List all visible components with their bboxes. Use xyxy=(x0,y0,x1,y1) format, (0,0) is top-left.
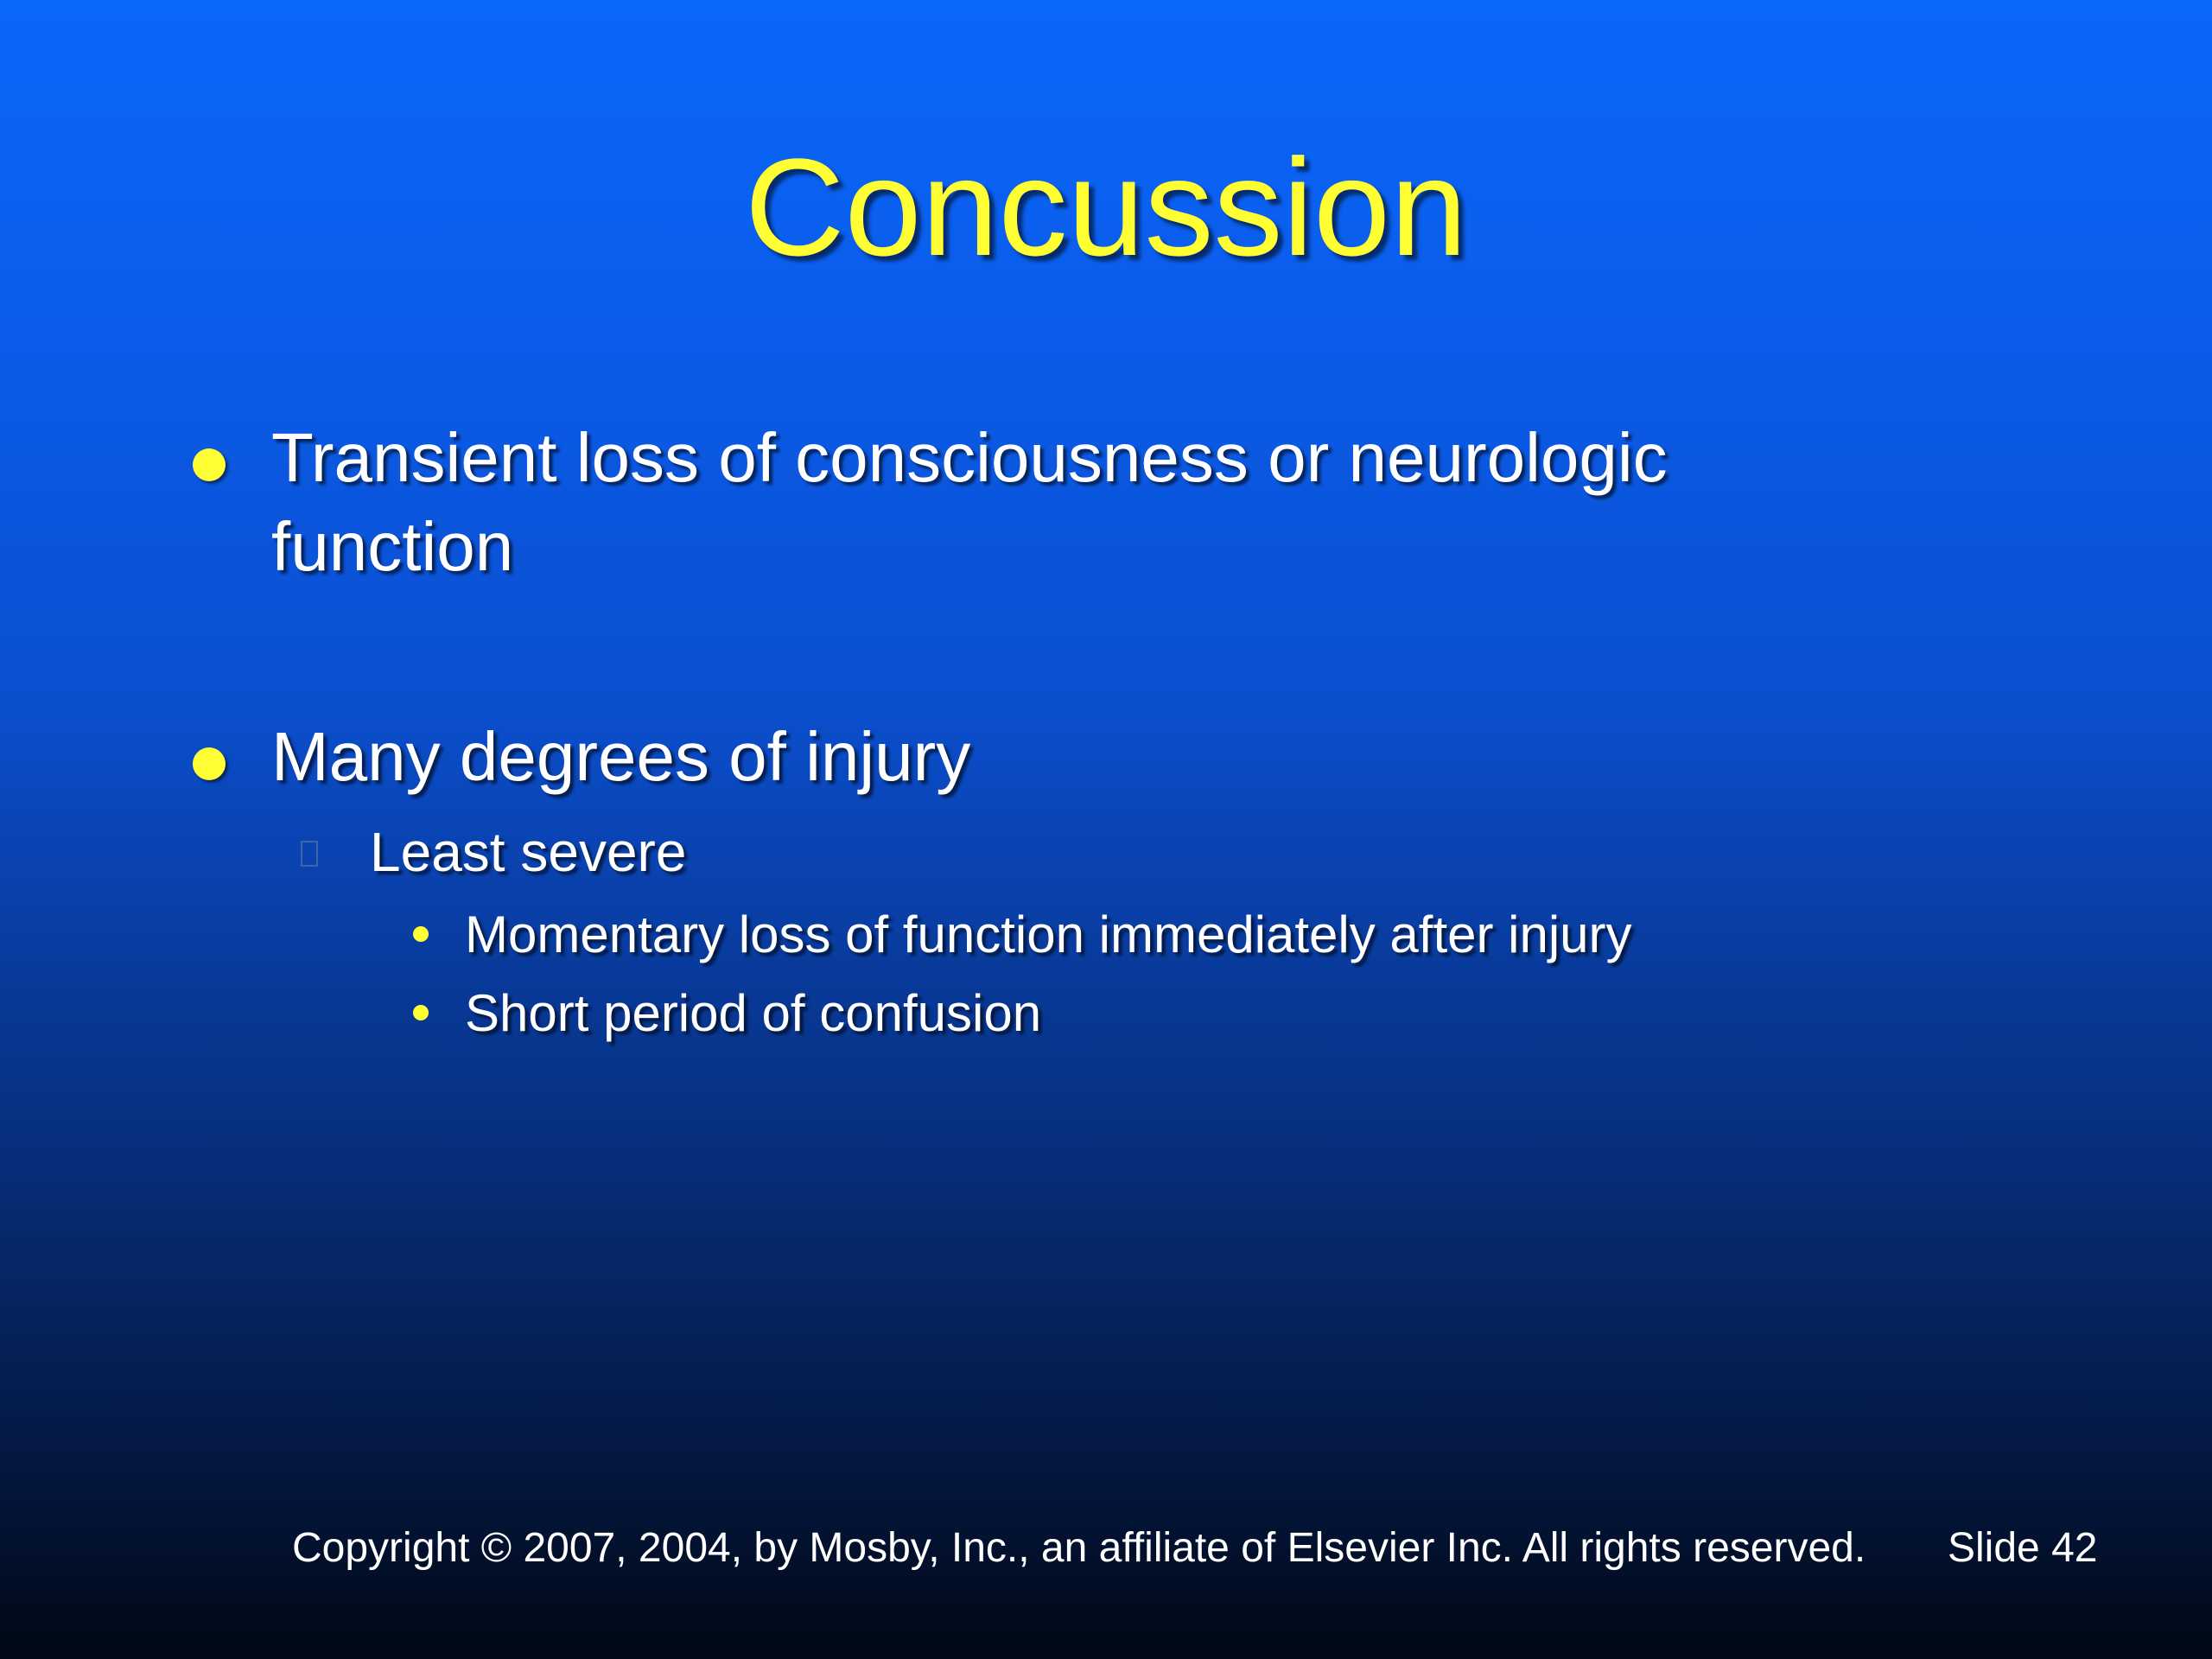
sub-bullet-box-icon xyxy=(301,841,318,867)
slide-number: Slide 42 xyxy=(1948,1525,2098,1571)
copyright-footer: Copyright © 2007, 2004, by Mosby, Inc., an affiliate of Elsevier Inc. All rights reserved. xyxy=(292,1525,1866,1571)
sub-sub-bullet-dot-icon xyxy=(413,926,429,942)
bullet-dot-icon xyxy=(193,448,226,481)
slide-title: Concussion xyxy=(744,130,1467,284)
sub-bullet-item: Least severe xyxy=(370,821,687,883)
bullet-item: Many degrees of injury xyxy=(271,718,971,795)
sub-sub-bullet-item: Short period of confusion xyxy=(465,984,1042,1042)
bullet-dot-icon xyxy=(193,747,226,780)
bullet-item: Transient loss of consciousness or neurologic function xyxy=(271,419,1668,585)
sub-sub-bullet-item: Momentary loss of function immediately after injury xyxy=(465,906,1632,963)
sub-sub-bullet-dot-icon xyxy=(413,1005,429,1020)
